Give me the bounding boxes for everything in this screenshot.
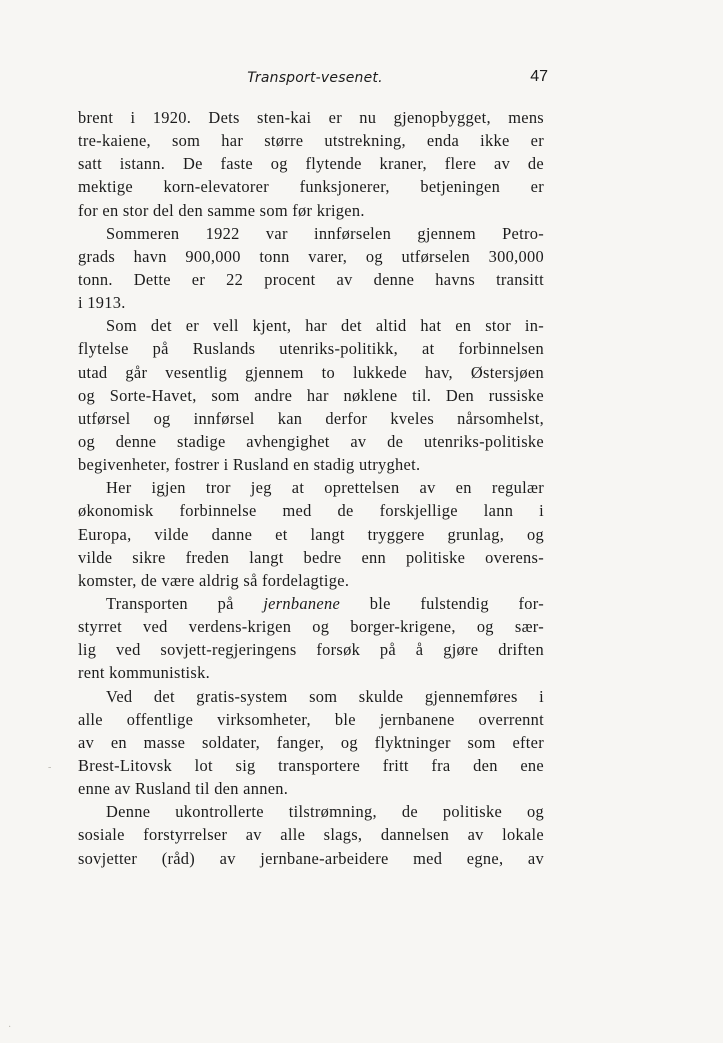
margin-speck: ·	[8, 1022, 12, 1033]
text-line: styrret ved verdens-krigen og borger-krigene, og sær-	[78, 617, 544, 637]
text-line: tre-kaiene, som har større utstrekning, enda ikke er	[78, 131, 544, 151]
running-head	[80, 66, 550, 92]
text-line: økonomisk forbinnelse med de forskjellige lann i	[78, 501, 544, 521]
text-line: begivenheter, fostrer i Rusland en stadig utryghet.	[78, 455, 421, 475]
text-line: Her igjen tror jeg at oprettelsen av en regulær	[106, 478, 544, 498]
text-line: og denne stadige avhengighet av de utenriks-politiske	[78, 431, 544, 451]
text-line: flytelse på Ruslands utenriks-politikk, at forbinnelsen	[78, 339, 544, 359]
text-line: sosiale forstyrrelser av alle slags, dannelsen av lokale	[78, 825, 544, 845]
text-line: utad går vesentlig gjennem to lukkede hav, Østersjøen	[78, 362, 544, 382]
text-line: utførsel og innførsel kan derfor kveles nårsomhelst,	[78, 408, 544, 428]
text-line: enne av Rusland til den annen.	[78, 779, 289, 799]
text-line: vilde sikre freden langt bedre enn politiske overens-	[78, 547, 544, 567]
text-line: grads havn 900,000 tonn varer, og utførselen 300,000	[78, 246, 544, 266]
text-line: Som det er vell kjent, har det altid hat en stor in-	[106, 316, 544, 336]
text-line: og Sorte-Havet, som andre har nøklene til. Den russiske	[78, 385, 544, 405]
text-line: Denne ukontrollerte tilstrømning, de politiske og	[106, 802, 544, 822]
text-line	[78, 592, 544, 615]
text-line: Brest-Litovsk lot sig transportere fritt fra den ene	[78, 755, 544, 775]
text-line: lig ved sovjett-regjeringens forsøk på å gjøre driften	[78, 640, 544, 660]
text-line: alle offentlige virksomheter, ble jernbanene overrennt	[78, 709, 544, 729]
text-line: Ved det gratis-system som skulde gjennemføres i	[106, 686, 544, 706]
text-line: i 1913.	[78, 293, 126, 313]
text-line: av en masse soldater, fanger, og flyktninger som efter	[78, 732, 544, 752]
running-title: Transport-vesenet.	[247, 70, 383, 86]
text-line: rent kommunistisk.	[78, 663, 210, 683]
text-line: mektige korn-elevatorer funksjonerer, betjeningen er	[78, 177, 544, 197]
text-line: Sommeren 1922 var innførselen gjennem Petro-	[106, 223, 544, 243]
page-number: 47	[530, 68, 548, 85]
text-line: tonn. Dette er 22 procent av denne havns transitt	[78, 269, 544, 289]
text-line: sovjetter (råd) av jernbane-arbeidere med egne, av	[78, 848, 544, 868]
text-segment: ble fulstendig for-	[340, 593, 544, 613]
text-line: Europa, vilde danne et langt tryggere grunlag, og	[78, 524, 544, 544]
text-line: for en stor del den samme som før krigen.	[78, 200, 365, 220]
text-line: satt istann. De faste og flytende kraner, flere av de	[78, 154, 544, 174]
body-text	[78, 106, 544, 870]
text-segment: Transporten på	[106, 593, 264, 613]
margin-speck: -	[48, 762, 52, 773]
text-line: brent i 1920. Dets sten-kai er nu gjenopbygget, mens	[78, 108, 544, 127]
text-line: komster, de være aldrig så fordelagtige.	[78, 570, 350, 590]
emphasized-word: jernbanene	[263, 593, 341, 613]
